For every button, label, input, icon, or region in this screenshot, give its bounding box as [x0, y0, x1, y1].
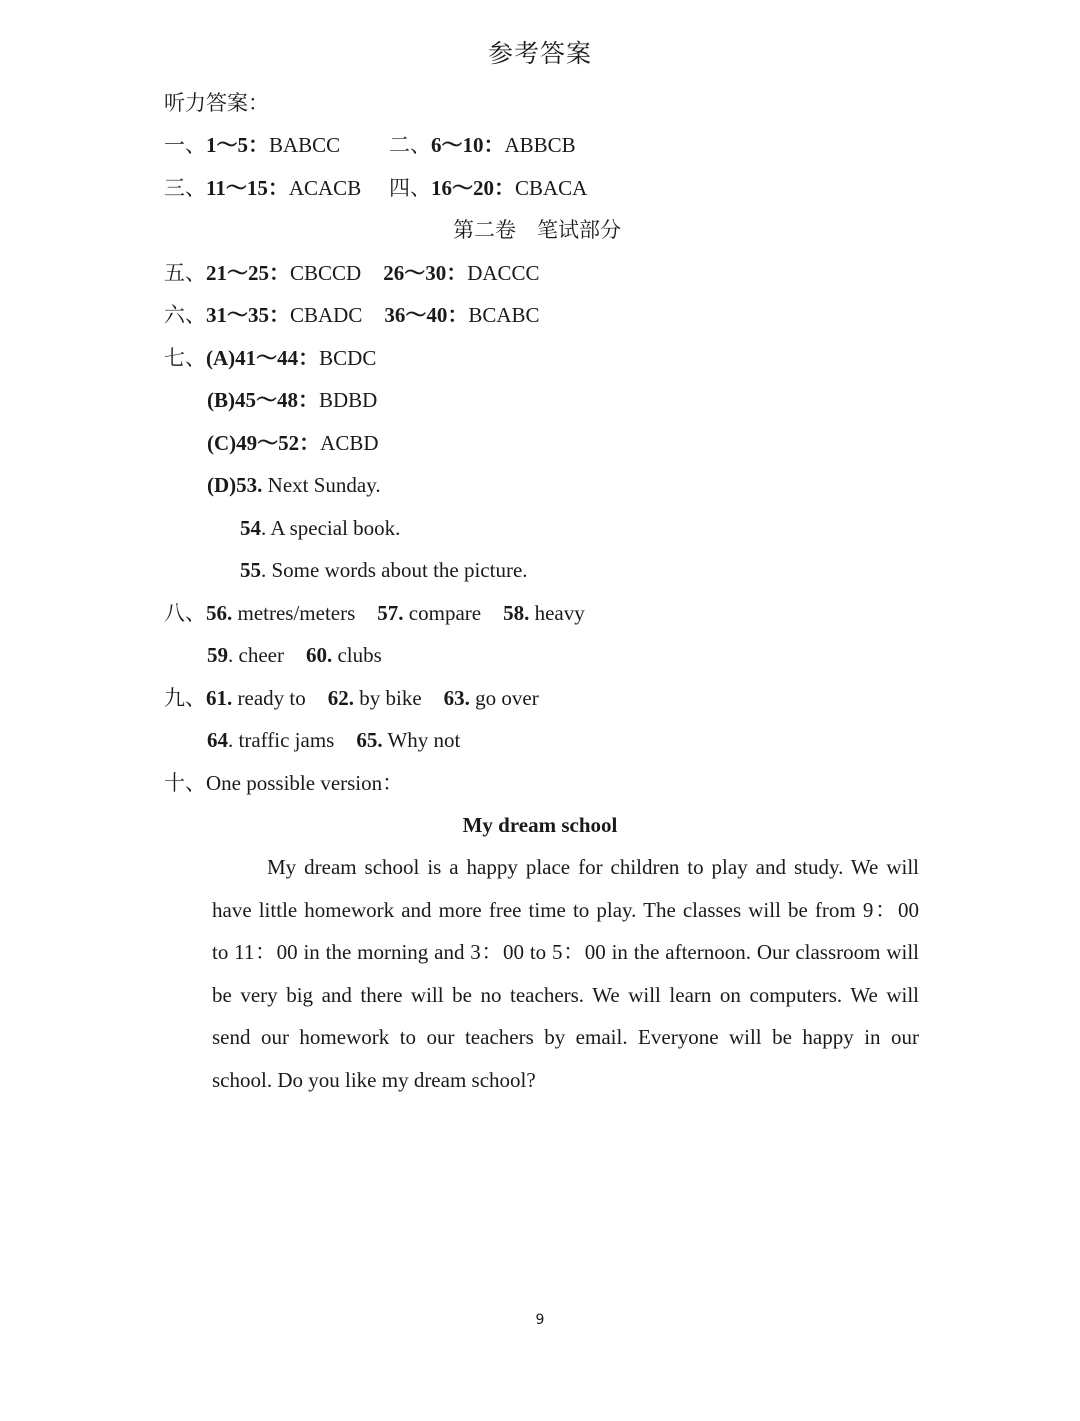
- answer-row-9: [164, 684, 539, 712]
- answer-text: . traffic jams: [228, 728, 335, 752]
- answer-row-9b: [207, 726, 460, 754]
- question-number: 54: [240, 516, 261, 540]
- answer-row-7c: [207, 429, 379, 457]
- answer-text: ACBD: [320, 431, 379, 455]
- answer-row-2: [164, 174, 361, 202]
- section-2-heading: 第二卷 笔试部分: [453, 218, 621, 242]
- section-mark: 七、: [164, 346, 206, 370]
- section-mark: 四、: [389, 176, 431, 200]
- essay-line: school. Do you like my dream school?: [212, 1068, 536, 1092]
- section-mark: 八、: [164, 601, 206, 625]
- question-number: 60.: [305, 643, 333, 667]
- question-range: 1～5：: [206, 133, 269, 157]
- question-number: 56.: [206, 601, 233, 625]
- answer-text: . cheer: [228, 643, 284, 667]
- passage-label: (C): [207, 431, 237, 455]
- answer-row-6: [164, 301, 540, 329]
- answer-text: BDBD: [319, 388, 378, 412]
- question-number: 61.: [206, 686, 233, 710]
- section-mark: 一、: [164, 133, 206, 157]
- answer-text: CBADC: [290, 303, 363, 327]
- answer-text: Why not: [387, 728, 461, 752]
- essay-title: My dream school: [462, 813, 618, 837]
- answer-text: DACCC: [467, 261, 540, 285]
- question-number: 62.: [327, 686, 354, 710]
- answer-text: CBACA: [515, 176, 588, 200]
- question-range: 11～15：: [206, 176, 289, 200]
- section-mark: 十、: [164, 771, 206, 795]
- answer-row-2-part-2: [389, 174, 587, 202]
- essay-line: send our homework to our teachers by email. Everyone will be happy in our: [212, 1025, 919, 1049]
- passage-label: (D): [207, 473, 237, 497]
- answer-text: . A special book.: [261, 516, 401, 540]
- essay-line: to 11：00 in the morning and 3：00 to 5：00 in the afternoon. Our classroom will: [212, 940, 919, 964]
- answer-row-5: [164, 259, 540, 287]
- answer-row-8b: [207, 641, 382, 669]
- answer-text: ACACB: [288, 176, 362, 200]
- question-number: 57.: [377, 601, 404, 625]
- question-number: 65.: [356, 728, 383, 752]
- question-number: 53.: [236, 473, 263, 497]
- listening-heading: 听力答案：: [164, 91, 269, 115]
- question-range: 26～30：: [383, 261, 468, 285]
- answer-text: . Some words about the picture.: [261, 558, 528, 582]
- question-range: 31～35：: [206, 303, 290, 327]
- question-range: 36～40：: [384, 303, 469, 327]
- passage-label: (B): [207, 388, 235, 412]
- answer-text: BCDC: [319, 346, 377, 370]
- question-number: 63.: [443, 686, 470, 710]
- essay-line: have little homework and more free time to play. The classes will be from 9：00: [212, 898, 919, 922]
- answer-text: metres/meters: [237, 601, 356, 625]
- answer-text: BCABC: [468, 303, 540, 327]
- answer-row-55: [240, 556, 528, 584]
- essay-line: be very big and there will be no teachers. We will learn on computers. We will: [212, 983, 919, 1007]
- answer-text: compare: [408, 601, 482, 625]
- section-mark: 六、: [164, 303, 206, 327]
- question-range: 45～48：: [235, 388, 319, 412]
- question-number: 64: [207, 728, 228, 752]
- section-mark: 二、: [389, 133, 431, 157]
- answer-label: One possible version：: [206, 771, 404, 795]
- question-range: 16～20：: [431, 176, 515, 200]
- answer-row-10: [164, 769, 403, 797]
- question-number: 55: [240, 558, 261, 582]
- section-mark: 五、: [164, 261, 206, 285]
- answer-row-7b: [207, 386, 377, 414]
- answer-text: by bike: [359, 686, 422, 710]
- answer-text: go over: [475, 686, 539, 710]
- question-number: 59: [207, 643, 228, 667]
- answer-row-7d: [207, 471, 381, 499]
- essay-line: My dream school is a happy place for children to play and study. We will: [267, 855, 919, 879]
- answer-row-1-part-2: [389, 131, 576, 159]
- answer-text: clubs: [337, 643, 382, 667]
- answer-text: ABBCB: [504, 133, 576, 157]
- answer-text: BABCC: [269, 133, 341, 157]
- page-title: 参考答案: [487, 39, 592, 68]
- question-range: 41～44：: [235, 346, 320, 370]
- page-number: 9: [535, 1312, 545, 1328]
- answer-text: Next Sunday.: [267, 473, 381, 497]
- answer-row-1: [164, 131, 340, 159]
- question-number: 58.: [503, 601, 530, 625]
- section-mark: 九、: [164, 686, 206, 710]
- answer-row-8: [164, 599, 585, 627]
- answer-text: CBCCD: [290, 261, 362, 285]
- section-mark: 三、: [164, 176, 206, 200]
- answer-row-54: [240, 514, 400, 542]
- answer-row-7a: [164, 344, 376, 372]
- passage-label: (A): [206, 346, 236, 370]
- question-range: 49～52：: [236, 431, 321, 455]
- answer-text: ready to: [237, 686, 306, 710]
- question-range: 6～10：: [431, 133, 505, 157]
- answer-text: heavy: [534, 601, 585, 625]
- question-range: 21～25：: [206, 261, 290, 285]
